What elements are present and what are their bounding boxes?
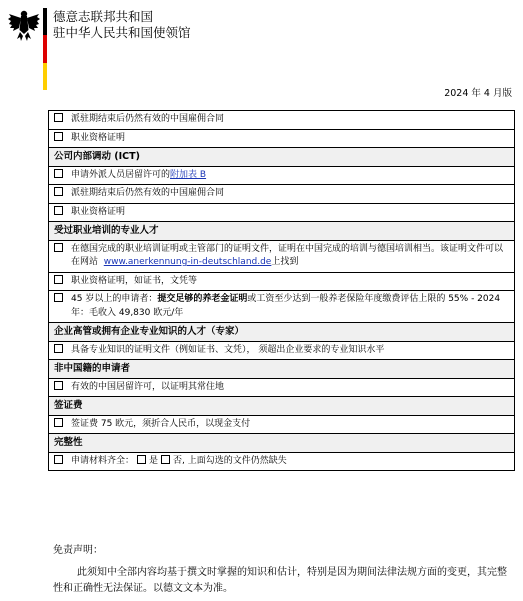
checkbox[interactable] bbox=[54, 293, 63, 302]
checkbox[interactable] bbox=[54, 381, 63, 390]
annex-b-link[interactable]: 附加表 B bbox=[170, 169, 207, 180]
section-header-completeness: 完整性 bbox=[49, 434, 515, 453]
table-row bbox=[49, 378, 515, 397]
table-row bbox=[49, 341, 515, 360]
table-row bbox=[49, 415, 515, 434]
checkbox-yes[interactable] bbox=[137, 455, 146, 464]
section-header-row bbox=[49, 360, 515, 379]
version-date: 2024 年 4 月版 bbox=[444, 88, 512, 99]
disclaimer-text: 此须知中全部内容均基于撰文时掌握的知识和估计，特别是因为期间法律法规方面的变更，其完整性和正确性无法保证。以德文文本为准。 bbox=[53, 567, 507, 594]
item-label: 派驻期结束后仍然有效的中国雇佣合同 bbox=[71, 188, 225, 198]
checkbox[interactable] bbox=[54, 344, 63, 353]
checkbox[interactable] bbox=[54, 275, 63, 284]
table-row bbox=[49, 291, 515, 323]
section-header-non-chinese: 非中国籍的申请者 bbox=[49, 360, 515, 379]
anerkennung-link[interactable]: www.anerkennung-in-deutschland.de bbox=[103, 257, 272, 267]
checkbox[interactable] bbox=[54, 243, 63, 252]
table-row bbox=[49, 185, 515, 204]
item-label-end: 上找到 bbox=[271, 257, 299, 267]
no-label: 否, 上面勾选的文件仍然缺失 bbox=[173, 455, 287, 466]
table-row bbox=[49, 272, 515, 291]
checkbox[interactable] bbox=[54, 169, 63, 178]
item-label: 有效的中国居留许可，以证明其常住地 bbox=[71, 381, 225, 392]
section-header-row bbox=[49, 148, 515, 167]
checkbox-no[interactable] bbox=[161, 455, 170, 464]
issuer-line-1: 德意志联邦共和国 bbox=[53, 9, 154, 24]
item-label: 职业资格证明，如证书，文凭等 bbox=[71, 275, 198, 286]
checkbox[interactable] bbox=[54, 132, 63, 141]
checkbox[interactable] bbox=[54, 187, 63, 196]
table-row bbox=[49, 129, 515, 148]
item-label: 具备专业知识的证明文件（例如证书、文凭）， 须超出企业要求的专业知识水平 bbox=[71, 344, 385, 355]
federal-eagle-logo bbox=[8, 8, 40, 44]
section-header-row bbox=[49, 434, 515, 453]
item-label: 在德国完成的职业培训证明或主管部门的证明文件，证明在中国完成的培训与德国培训相当。该证明文件可以在网站 bbox=[71, 243, 504, 267]
item-label-rest: 或工资至少达到一般养老保险年度缴费评估上限的 55% - 2024 年：毛收入 49,830 欧元/年 bbox=[71, 294, 501, 318]
item-label: 签证费 75 欧元，须折合人民币，以现金支付 bbox=[71, 418, 251, 429]
section-header-ict: 公司内部调动 (ICT) bbox=[49, 148, 515, 167]
item-label: 职业资格证明 bbox=[71, 132, 126, 143]
section-header-row bbox=[49, 323, 515, 342]
item-label: 派驻期结束后仍然有效的中国雇佣合同 bbox=[71, 114, 225, 124]
item-label-bold: 提交足够的养老金证明 bbox=[157, 294, 248, 304]
table-row bbox=[49, 111, 515, 130]
checkbox[interactable] bbox=[54, 455, 63, 464]
table-row bbox=[49, 452, 515, 471]
table-row bbox=[49, 240, 515, 272]
section-header-row bbox=[49, 222, 515, 241]
table-row bbox=[49, 166, 515, 185]
table-row bbox=[49, 203, 515, 222]
yes-label: 是 bbox=[149, 455, 159, 466]
section-header-fee: 签证费 bbox=[49, 397, 515, 416]
checkbox[interactable] bbox=[54, 113, 63, 122]
german-flag-bar bbox=[43, 8, 47, 90]
item-label: 职业资格证明 bbox=[71, 206, 126, 217]
checkbox[interactable] bbox=[54, 418, 63, 427]
issuer-name bbox=[53, 9, 191, 41]
checkbox[interactable] bbox=[54, 206, 63, 215]
item-label: 申请材料齐全： bbox=[71, 455, 135, 466]
section-header-row bbox=[49, 397, 515, 416]
issuer-line-2: 驻中华人民共和国使领馆 bbox=[53, 25, 191, 40]
disclaimer-title: 免责声明： bbox=[53, 545, 103, 556]
item-label: 申请外派人员居留许可的 bbox=[71, 169, 171, 180]
section-header-experts: 企业高管或拥有企业专业知识的人才（专家） bbox=[49, 323, 515, 342]
item-label: 45 岁以上的申请者： bbox=[71, 294, 158, 304]
section-header-vocational: 受过职业培训的专业人才 bbox=[49, 222, 515, 241]
checklist-table bbox=[48, 110, 515, 471]
